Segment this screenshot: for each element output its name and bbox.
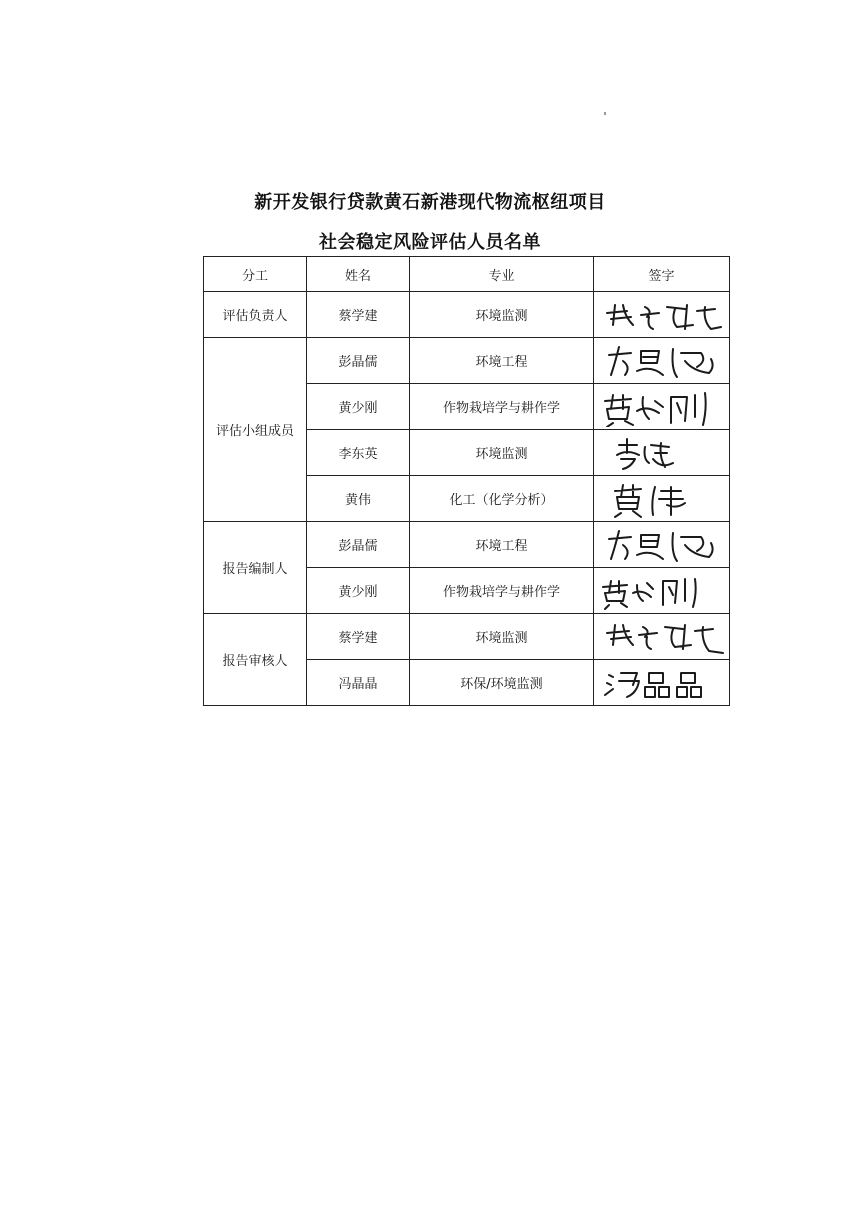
handwritten-signature bbox=[597, 617, 727, 657]
name-cell: 彭晶儒 bbox=[307, 522, 410, 568]
name-cell: 黄伟 bbox=[307, 476, 410, 522]
header-major: 专业 bbox=[410, 257, 594, 292]
major-cell: 作物栽培学与耕作学 bbox=[410, 384, 594, 430]
role-cell: 报告审核人 bbox=[204, 614, 307, 706]
handwritten-signature bbox=[597, 295, 727, 335]
role-cell: 报告编制人 bbox=[204, 522, 307, 614]
signature-cell bbox=[594, 568, 730, 614]
table-header-row bbox=[204, 257, 730, 292]
table-row bbox=[204, 292, 730, 338]
handwritten-signature bbox=[597, 433, 727, 473]
handwritten-signature bbox=[597, 525, 727, 565]
handwritten-signature bbox=[597, 571, 727, 611]
personnel-table bbox=[203, 256, 730, 706]
table-row bbox=[204, 522, 730, 568]
header-name: 姓名 bbox=[307, 257, 410, 292]
major-cell: 作物栽培学与耕作学 bbox=[410, 568, 594, 614]
major-cell: 环境监测 bbox=[410, 430, 594, 476]
signature-cell bbox=[594, 614, 730, 660]
handwritten-signature bbox=[597, 341, 727, 381]
header-role: 分工 bbox=[204, 257, 307, 292]
major-cell: 环境监测 bbox=[410, 614, 594, 660]
name-cell: 彭晶儒 bbox=[307, 338, 410, 384]
name-cell: 冯晶晶 bbox=[307, 660, 410, 706]
signature-cell bbox=[594, 338, 730, 384]
handwritten-signature bbox=[597, 387, 727, 427]
table-row bbox=[204, 614, 730, 660]
signature-cell bbox=[594, 384, 730, 430]
major-cell: 环保/环境监测 bbox=[410, 660, 594, 706]
scan-speck bbox=[604, 112, 606, 115]
signature-cell bbox=[594, 476, 730, 522]
table-row bbox=[204, 338, 730, 384]
header-signature: 签字 bbox=[594, 257, 730, 292]
signature-cell bbox=[594, 660, 730, 706]
handwritten-signature bbox=[597, 479, 727, 519]
signature-cell bbox=[594, 292, 730, 338]
signature-cell bbox=[594, 522, 730, 568]
name-cell: 蔡学建 bbox=[307, 292, 410, 338]
signature-cell bbox=[594, 430, 730, 476]
role-cell: 评估小组成员 bbox=[204, 338, 307, 522]
name-cell: 李东英 bbox=[307, 430, 410, 476]
major-cell: 环境工程 bbox=[410, 338, 594, 384]
handwritten-signature bbox=[597, 663, 727, 703]
document-title: 新开发银行贷款黄石新港现代物流枢纽项目 bbox=[254, 192, 606, 213]
role-cell: 评估负责人 bbox=[204, 292, 307, 338]
name-cell: 黄少刚 bbox=[307, 384, 410, 430]
major-cell: 化工（化学分析） bbox=[410, 476, 594, 522]
name-cell: 黄少刚 bbox=[307, 568, 410, 614]
major-cell: 环境监测 bbox=[410, 292, 594, 338]
major-cell: 环境工程 bbox=[410, 522, 594, 568]
name-cell: 蔡学建 bbox=[307, 614, 410, 660]
document-subtitle: 社会稳定风险评估人员名单 bbox=[319, 232, 541, 253]
